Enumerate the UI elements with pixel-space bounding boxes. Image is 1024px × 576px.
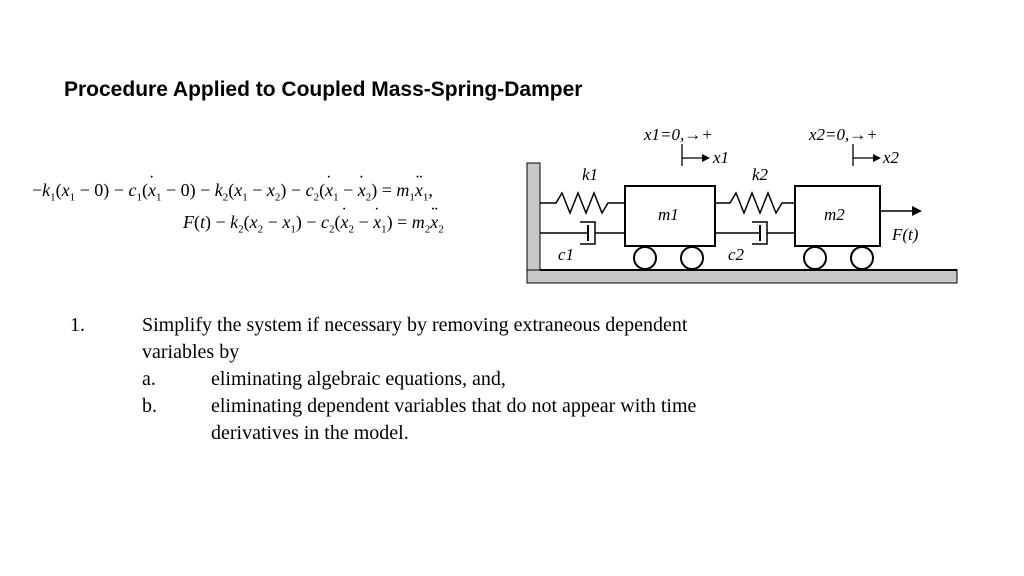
wheel bbox=[851, 247, 873, 269]
k1-label: k1 bbox=[582, 165, 599, 184]
x2-arrowhead bbox=[873, 154, 881, 162]
force-arrowhead bbox=[912, 206, 922, 216]
spring-k1 bbox=[540, 193, 625, 213]
m1-label: m1 bbox=[658, 205, 679, 224]
substep-letter: b. bbox=[142, 395, 157, 417]
wheel bbox=[681, 247, 703, 269]
x1-arrowhead bbox=[702, 154, 710, 162]
mass-spring-damper-diagram bbox=[520, 118, 960, 288]
x2-reference-label: x2=0,→+ bbox=[809, 125, 878, 144]
wheel bbox=[804, 247, 826, 269]
m2-label: m2 bbox=[824, 205, 845, 224]
k2-label: k2 bbox=[752, 165, 769, 184]
substep-text: eliminating algebraic equations, and, bbox=[211, 368, 506, 390]
force-label: F(t) bbox=[892, 225, 919, 244]
ground bbox=[527, 270, 957, 283]
equation-mass-2: $F(t) - k_2(x_2 - x_1) - c_2(\cdot x_2$ − · $x_1) = m_2\cdot\cdot x_2$ bbox=[183, 212, 444, 236]
step-text: Simplify the system if necessary by removing extraneous dependent bbox=[142, 314, 688, 336]
slide-title: Procedure Applied to Coupled Mass-Spring-Damper bbox=[64, 78, 583, 101]
x1-arrow-label: x1 bbox=[713, 148, 730, 167]
substep-letter: a. bbox=[142, 368, 156, 390]
step-text: variables by bbox=[142, 341, 240, 363]
c2-label: c2 bbox=[728, 245, 745, 264]
equation-mass-1: $-k_1(x_1 - 0) - c_1(\cdot x_1 - 0) - k_2(x_1 - x_2) - c_2(\cdot x_1$ − · $x_2) = m_1\cdot\cdot x_1$, bbox=[32, 180, 433, 204]
spring-k2 bbox=[715, 193, 795, 213]
x1-reference-label: x1=0,→+ bbox=[644, 125, 713, 144]
substep-text: eliminating dependent variables that do not appear with time bbox=[211, 395, 697, 417]
x2-arrow-label: x2 bbox=[883, 148, 900, 167]
wall bbox=[527, 163, 540, 283]
step-number: 1. bbox=[70, 314, 85, 336]
substep-text: derivatives in the model. bbox=[211, 422, 409, 444]
c1-label: c1 bbox=[558, 245, 575, 264]
wheel bbox=[634, 247, 656, 269]
